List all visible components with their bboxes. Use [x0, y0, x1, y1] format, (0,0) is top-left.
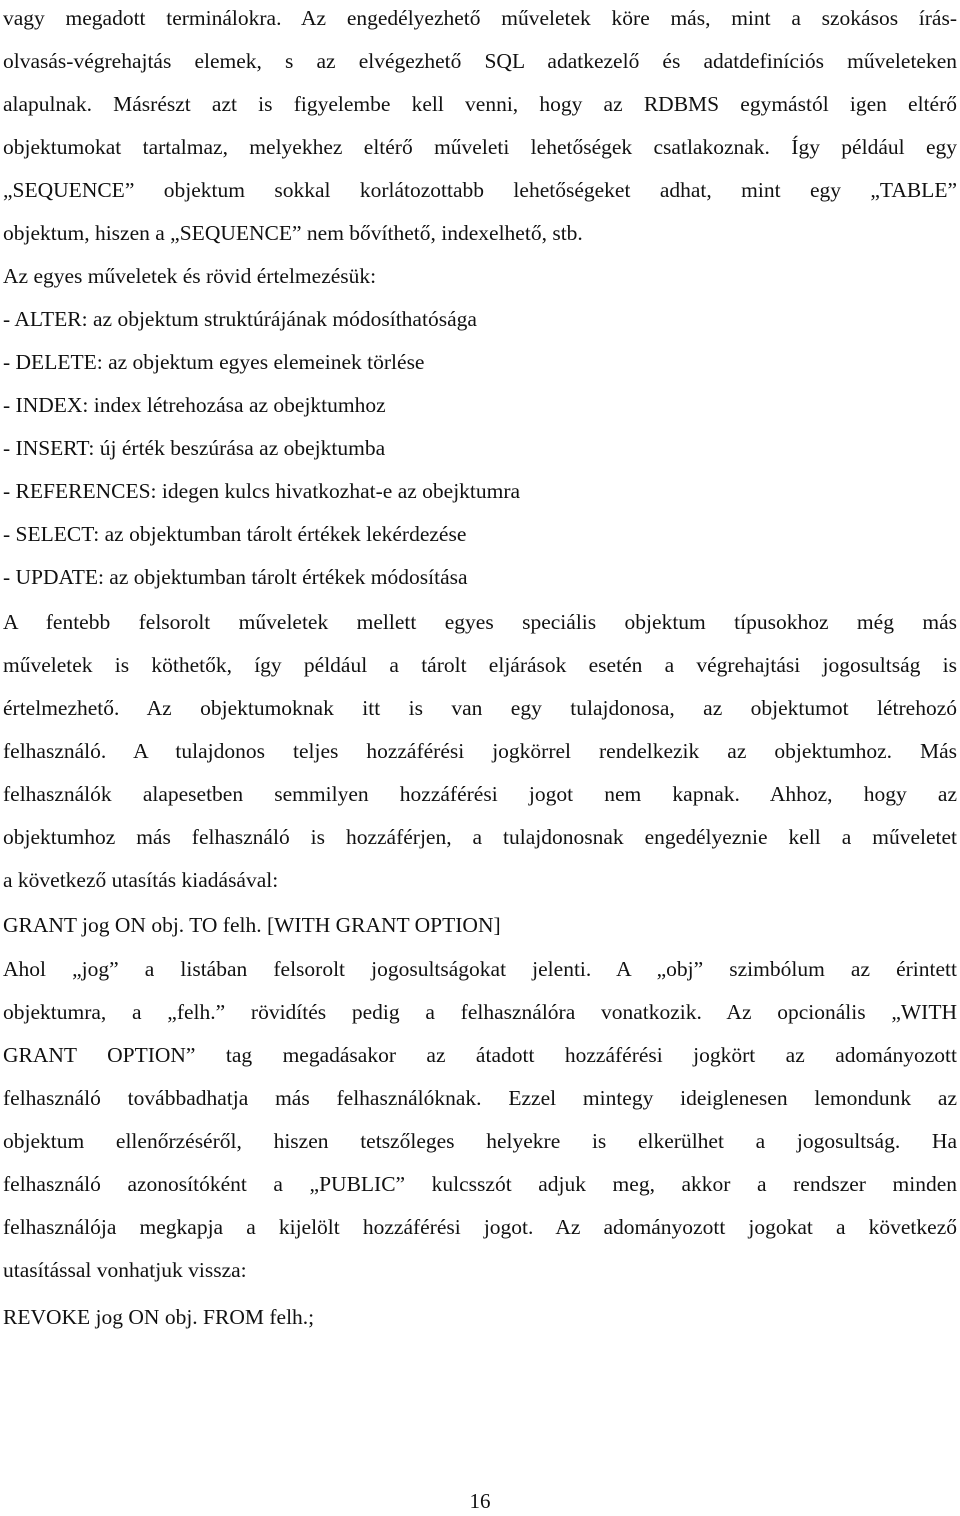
text-line-15: A fentebb felsorolt műveletek mellett egyes speciális objektum típusokhoz még más — [3, 610, 957, 634]
revoke-syntax: REVOKE jog ON obj. FROM felh.; — [3, 1305, 315, 1329]
list-item-select: - SELECT: az objektumban tárolt értékek lekérdezése — [3, 522, 467, 546]
text-line-16: műveletek is köthetők, így például a tárolt eljárások esetén a végrehajtási jogosultság is — [3, 653, 957, 677]
grant-syntax: GRANT jog ON obj. TO felh. [WITH GRANT OPTION] — [3, 913, 501, 937]
list-item-index: - INDEX: index létrehozása az obejktumhoz — [3, 393, 386, 417]
list-intro: Az egyes műveletek és rövid értelmezésük: — [3, 264, 377, 288]
text-line-24: objektumra, a „felh.” rövidítés pedig a felhasználóra vonatkozik. Az opcionális „WITH — [3, 1000, 957, 1024]
text-line-3: alapulnak. Másrészt azt is figyelembe kell venni, hogy az RDBMS egymástól igen eltérő — [3, 92, 957, 116]
text-line-17: értelmezhető. Az objektumoknak itt is van egy tulajdonosa, az objektumot létrehozó — [3, 696, 957, 720]
text-line-23: Ahol „jog” a listában felsorolt jogosultságokat jelenti. A „obj” szimbólum az érintett — [3, 957, 957, 981]
text-line-26: felhasználó továbbadhatja más felhasználóknak. Ezzel mintegy ideiglenesen lemondunk az — [3, 1086, 957, 1110]
list-item-references: - REFERENCES: idegen kulcs hivatkozhat-e az obejktumra — [3, 479, 521, 503]
list-item-delete: - DELETE: az objektum egyes elemeinek törlése — [3, 350, 425, 374]
list-item-alter: - ALTER: az objektum struktúrájának módosíthatósága — [3, 307, 477, 331]
text-line-27: objektum ellenőrzéséről, hiszen tetszőleges helyekre is elkerülhet a jogosultság. Ha — [3, 1129, 957, 1153]
text-line-6: objektum, hiszen a „SEQUENCE” nem bővíthető, indexelhető, stb. — [3, 221, 583, 245]
text-line-30: utasítással vonhatjuk vissza: — [3, 1258, 247, 1282]
text-line-4: objektumokat tartalmaz, melyekhez eltérő műveleti lehetőségek csatlakoznak. Így például egy — [3, 135, 957, 159]
list-item-update: - UPDATE: az objektumban tárolt értékek módosítása — [3, 565, 468, 589]
list-item-insert: - INSERT: új érték beszúrása az obejktumba — [3, 436, 386, 460]
text-line-21: a következő utasítás kiadásával: — [3, 868, 279, 892]
text-line-1: vagy megadott terminálokra. Az engedélyezhető műveletek köre más, mint a szokásos írás- — [3, 6, 957, 30]
page-number: 16 — [469, 1489, 491, 1513]
text-line-18: felhasználó. A tulajdonos teljes hozzáférési jogkörrel rendelkezik az objektumhoz. Más — [3, 739, 957, 763]
text-line-25: GRANT OPTION” tag megadásakor az átadott hozzáférési jogkört az adományozott — [3, 1043, 957, 1067]
text-line-19: felhasználók alapesetben semmilyen hozzáférési jogot nem kapnak. Ahhoz, hogy az — [3, 782, 957, 806]
text-line-29: felhasználója megkapja a kijelölt hozzáférési jogot. Az adományozott jogokat a következő — [3, 1215, 957, 1239]
text-line-28: felhasználó azonosítóként a „PUBLIC” kulcsszót adjuk meg, akkor a rendszer minden — [3, 1172, 957, 1196]
text-line-20: objektumhoz más felhasználó is hozzáférjen, a tulajdonosnak engedélyeznie kell a műveletet — [3, 825, 957, 849]
text-line-5: „SEQUENCE” objektum sokkal korlátozottabb lehetőségeket adhat, mint egy „TABLE” — [3, 178, 957, 202]
text-line-2: olvasás-végrehajtás elemek, s az elvégezhető SQL adatkezelő és adatdefiníciós műveleteken — [3, 49, 957, 73]
